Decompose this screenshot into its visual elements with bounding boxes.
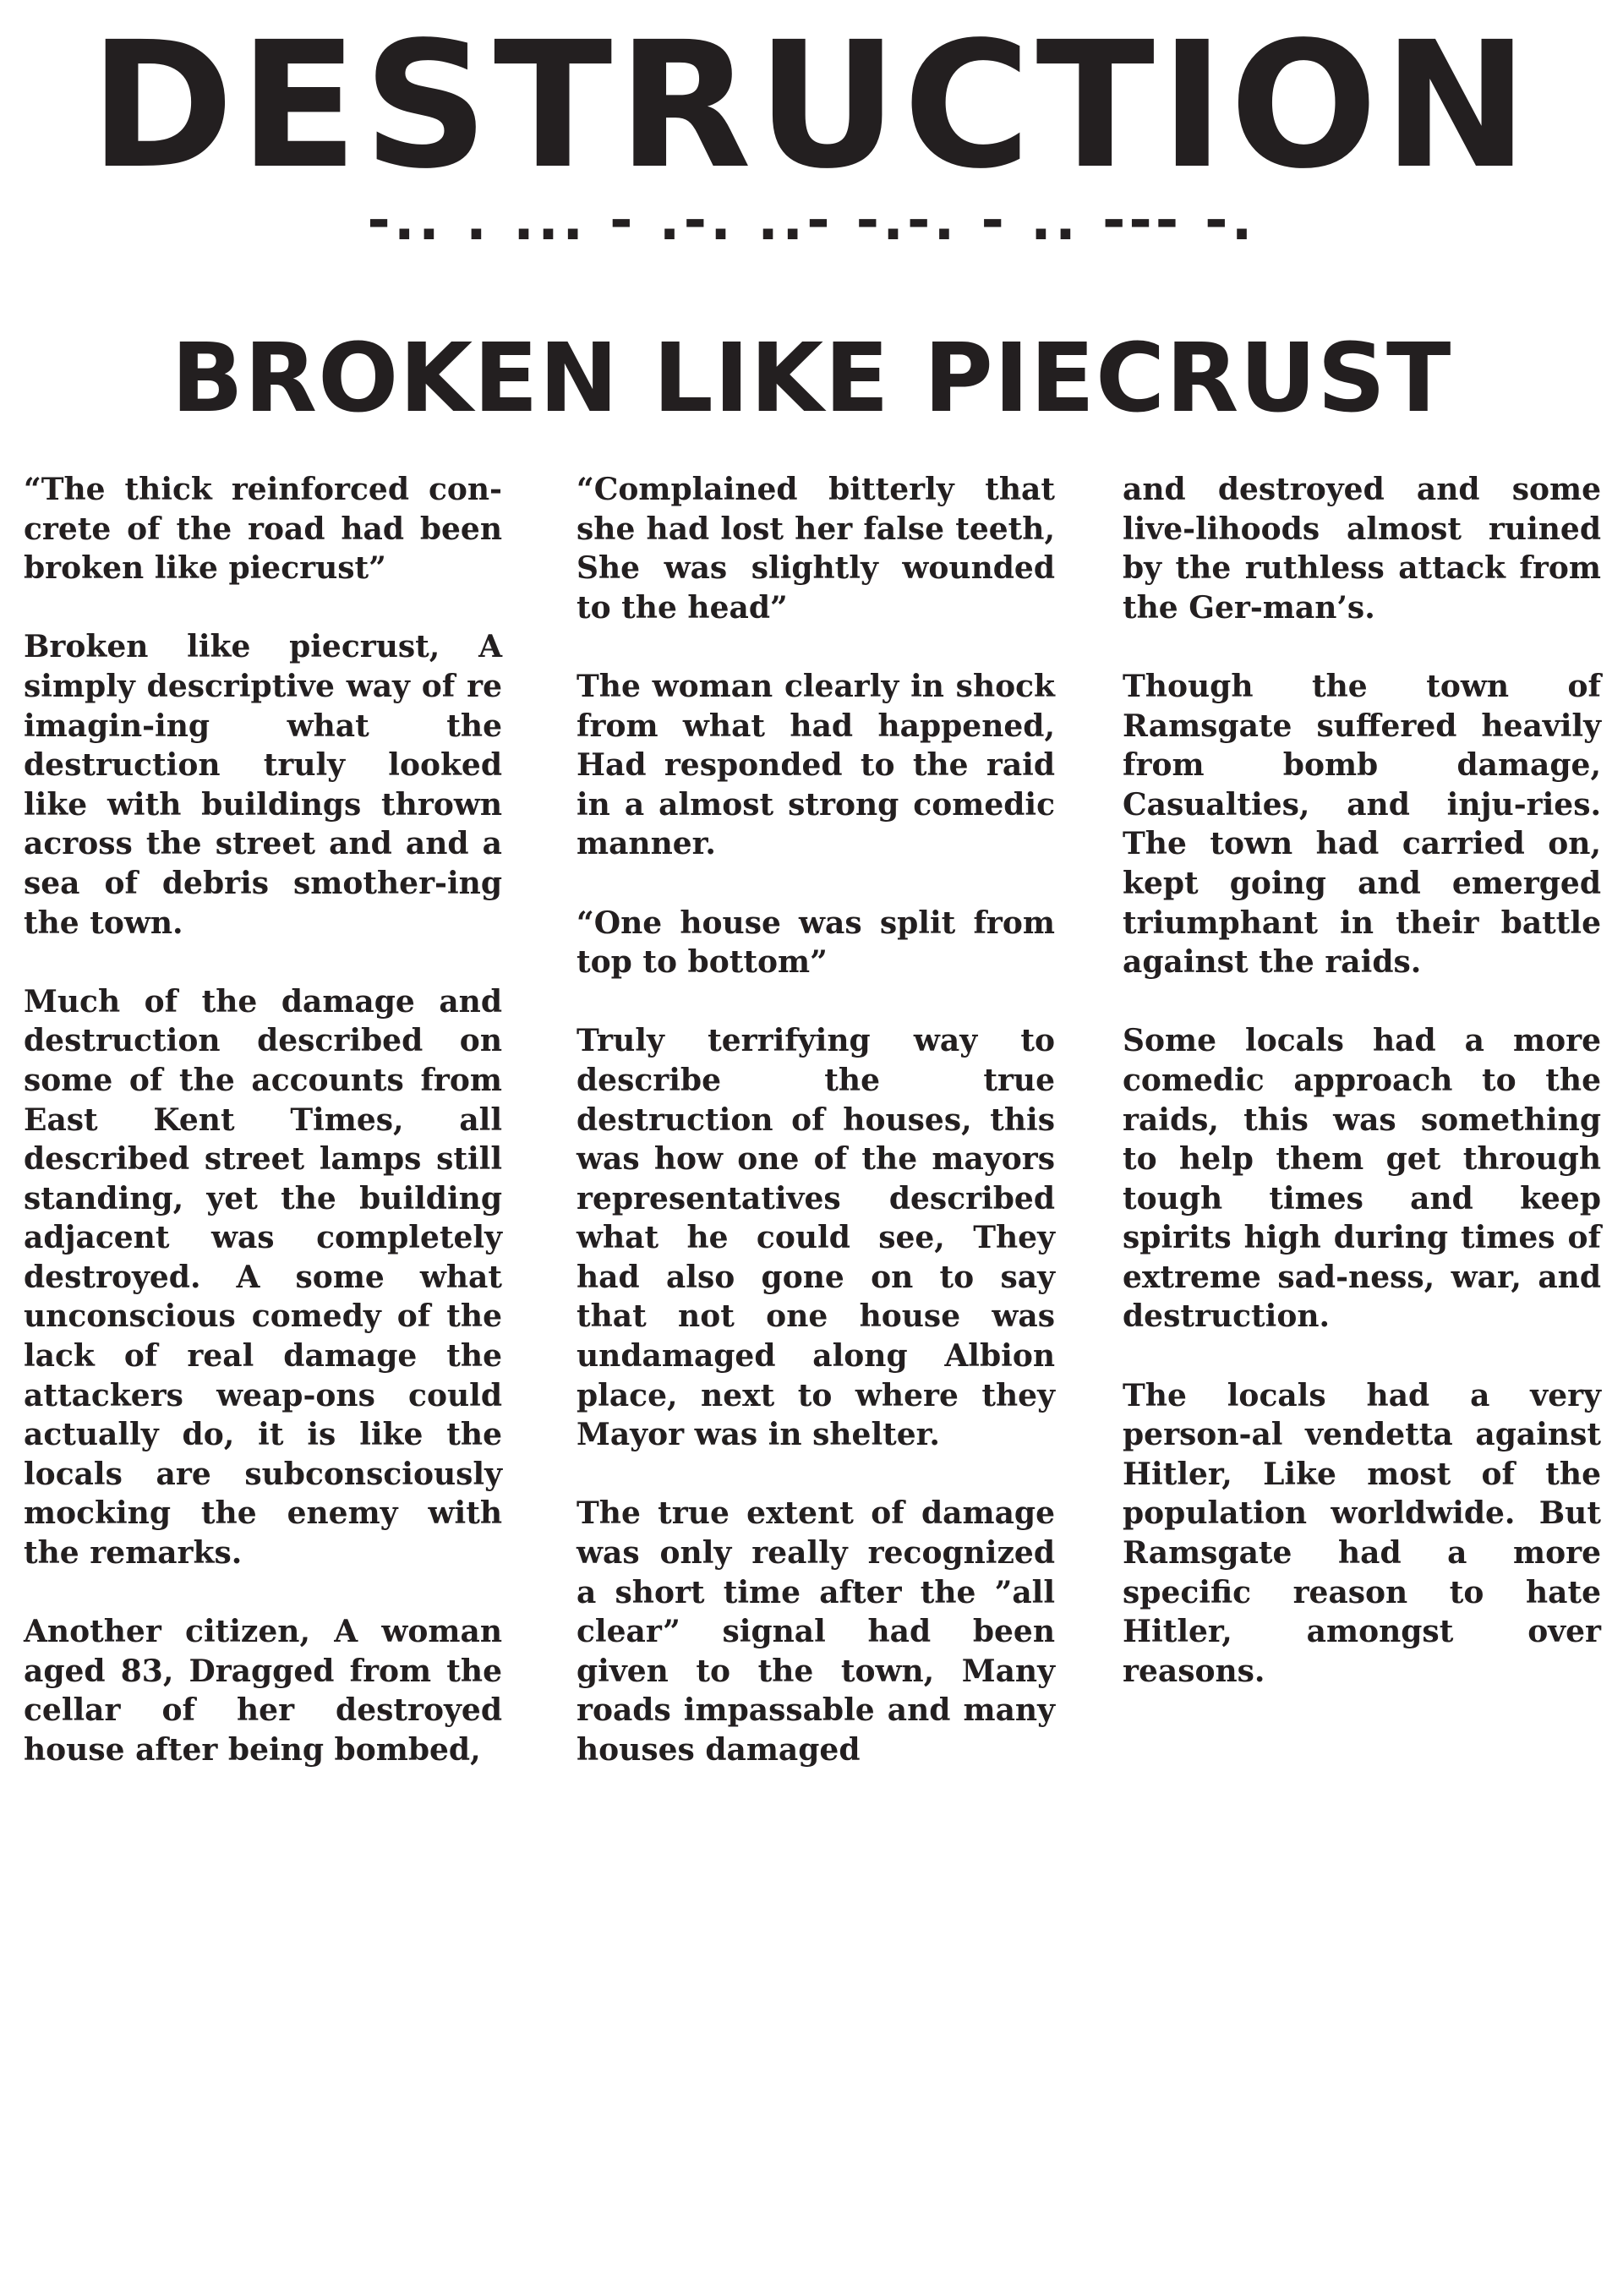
column-1-paragraph-3: Much of the damage and destruction described on some of the accounts from East Kent Times, all described street lamps still standing, yet the building adjacent was completely destroyed. A some what unconscious comedy of the lack of real damage the attackers weap-ons could actually do, it is like the locals are subconsciously mocking the enemy with the remarks.: [24, 983, 502, 1572]
column-2-paragraph-5: The true extent of damage was only really recognized a short time after the ”all clear” signal had been given to the town, Many roads impassable and many houses damaged: [577, 1495, 1055, 1768]
column-2-paragraph-4: Truly terrifying way to describe the true destruction of houses, this was how one of the mayors representatives described what he could see, They had also gone on to say that not one house was undamaged along Albion place, next to where they Mayor was in shelter.: [577, 1023, 1055, 1453]
column-3-paragraph-3: Some locals had a more comedic approach to the raids, this was something to help them get through tough times and keep spirits high during times of extreme sad-ness, war, and destruction.: [1123, 1023, 1601, 1335]
column-1-paragraph-2: Broken like piecrust, A simply descriptive way of re imagin-ing what the destruction truly looked like with buildings thrown across the street and and a sea of debris smother-ing the town.: [24, 629, 502, 941]
column-3-paragraph-4: The locals had a very person-al vendetta against Hitler, Like most of the population worldwide. But Ramsgate had a more specific reason to hate Hitler, amongst over reasons.: [1123, 1377, 1601, 1689]
column-3-paragraph-1: and destroyed and some live-lihoods almost ruined by the ruthless attack from the Ger-man’s.: [1123, 472, 1601, 626]
morse-code-subtitle: -.. . ... - .-. ..- -.-. - .. --- -.: [367, 188, 1256, 253]
article-column-3: [1123, 470, 1601, 1730]
column-1-paragraph-1: “The thick reinforced con-crete of the road had been broken like piecrust”: [24, 472, 502, 587]
column-1-paragraph-4: Another citizen, A woman aged 83, Dragged from the cellar of her destroyed house after being bombed,: [24, 1614, 502, 1768]
masthead-title: DESTRUCTION: [89, 4, 1534, 207]
article-column-1: [24, 470, 502, 1809]
column-2-paragraph-3: “One house was split from top to bottom”: [577, 905, 1055, 981]
article-headline: BROKEN LIKE PIECRUST: [171, 324, 1452, 434]
article-column-2: [577, 470, 1055, 1809]
column-2-paragraph-2: The woman clearly in shock from what had happened, Had responded to the raid in a almost strong comedic manner.: [577, 668, 1055, 862]
column-2-paragraph-1: “Complained bitterly that she had lost her false teeth, She was slightly wounded to the head”: [577, 472, 1055, 626]
column-3-paragraph-2: Though the town of Ramsgate suffered heavily from bomb damage, Casualties, and inju-ries. The town had carried on, kept going and emerged triumphant in their battle against the raids.: [1123, 668, 1601, 981]
